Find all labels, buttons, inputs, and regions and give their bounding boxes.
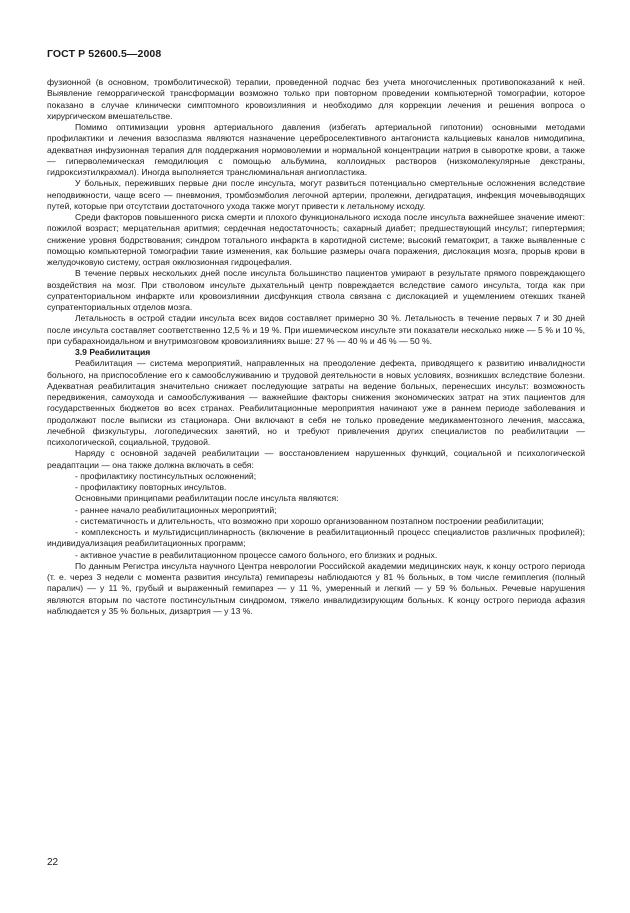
section-heading: 3.9 Реабилитация	[75, 347, 151, 357]
paragraph: Среди факторов повышенного риска смерти и плохого функционального исхода после инсульта важнейшее значение имеют: пожилой возраст; мерцательная аритмия; сердечная недостаточность; сахарный диабет; предшествующий инсульт; гипертермия; снижение уровня бодрствования; синдром тотального инфаркта в каротидной системе; высокий гематокрит, а также выявленные с помощью компьютерной томографии такие изменения, как большие размеры очага поражения, дислокация мозга, прорыв крови в желудочковую систему, острая окклюзионная гидроцефалия.	[47, 212, 585, 267]
document-page	[47, 0, 585, 913]
paragraph: У больных, переживших первые дни после инсульта, могут развиться потенциально смертельные осложнения вследствие неподвижности, чаще всего — пневмония, тромбоэмболия легочной артерии, пролежни, дегидратация, инфекция мочевыводящих путей, которые при отсутствии достаточного ухода также могут привести к летальному исходу.	[47, 178, 585, 211]
paragraph: Наряду с основной задачей реабилитации — восстановлением нарушенных функций, социальной и психологической реадаптации — она также должна включать в себя:	[47, 448, 585, 470]
list-item: - раннее начало реабилитационных мероприятий;	[75, 504, 277, 515]
paragraph: В течение первых нескольких дней после инсульта большинство пациентов умирают в результате прямого повреждающего воздействия на мозг. При стволовом инсульте дыхательный центр повреждается вследствие самого инсульта, тогда как при супратенториальном инфаркте или кровоизлиянии дисфункция ствола связана с дислокацией и ущемлением отекших тканей супратенториальных отделов мозга.	[47, 268, 585, 312]
page-number: 22	[47, 857, 59, 868]
body-text	[47, 77, 585, 617]
list-item: - профилактику повторных инсультов.	[75, 482, 227, 492]
paragraph: Помимо оптимизации уровня артериального давления (избегать артериальной гипотонии) основными методами профилактики и лечения вазоспазма являются назначение цереброселективного антагониста кальциевых каналов нимодипина, адекватная инфузионная терапия для поддержания нормоволемии и нормальной концентрации натрия в сыворотке крови, а также — гиперволемическая гемодилюция с помощью альбумина, коллоидных растворов (низкомолекулярные декстраны, гидроксиэтилкрахмал). Иногда выполняется транслюминальная ангиопластика.	[47, 122, 585, 177]
paragraph: фузионной (в основном, тромболитической) терапии, проведенной подчас без учета многочисленных противопоказаний к ней. Выявление геморрагической трансформации возможно только при повторном проведении компьютерной томографии, которое показано в случае клинически симптомного кровоизлияния и необходимо для коррекции лечения и решения вопроса о хирургическом вмешательстве.	[47, 77, 585, 121]
list-item: - профилактику постинсультных осложнений;	[75, 470, 257, 481]
paragraph: Летальность в острой стадии инсульта всех видов составляет примерно 30 %. Летальность в течение первых 7 и 30 дней после инсульта составляет соответственно 12,5 % и 19 %. При ишемическом инсульте эти показатели несколько ниже — 5 % и 10 %, при субарахноидальном и внутримозговом кровоизлияниях выше: 27 % — 40 % и 46 % — 50 %.	[47, 313, 585, 346]
paragraph: Реабилитация — система мероприятий, направленных на преодоление дефекта, приводящего к развитию инвалидности больного, на приспособление его к самообслуживанию и трудовой деятельности в новых условиях, возникших вследствие болезни. Адекватная реабилитация значительно снижает последующие затраты на ведение больных, перенесших инсульт: возможность передвижения, самоухода и самообслуживания — важнейшие факторы снижения экономических затрат на этих пациентов для государственных бюджетов во всех странах. Реабилитационные мероприятия начинают уже в раннем периоде заболевания и продолжают после выписки из стационара. Они включают в себя не только проведение медикаментозного лечения, массажа, лечебной физкультуры, логопедических занятий, но и требуют привлечения других специалистов по реабилитации — психологической, социальной, трудовой.	[47, 358, 585, 447]
document-header: ГОСТ Р 52600.5—2008	[47, 48, 162, 60]
paragraph: Основными принципами реабилитации после инсульта являются:	[75, 493, 339, 504]
list-item: - комплексность и мультидисциплинарность (включение в реабилитационный процесс специалистов различных профилей); индивидуализация реабилитационных программ;	[47, 527, 585, 549]
paragraph: По данным Регистра инсульта научного Центра неврологии Российской академии медицинских наук, к концу острого периода (т. е. через 3 недели с момента развития инсульта) гемипарезы наблюдаются у 81 % больных, в том числе гемиплегия (полный паралич) — у 11 %, грубый и выраженный гемипарез — у 11 %, умеренный и легкий — у 59 % больных. Речевые нарушения являются вторым по частоте постинсультным синдромом, тяжело инвалидизирующим больных. К концу острого периода афазия наблюдается у 35 % больных, дизартрия — у 13 %.	[47, 560, 585, 616]
list-item: - систематичность и длительность, что возможно при хорошо организованном поэтапном построении реабилитации;	[75, 515, 544, 526]
list-item: - активное участие в реабилитационном процессе самого больного, его близких и родных.	[75, 549, 438, 560]
